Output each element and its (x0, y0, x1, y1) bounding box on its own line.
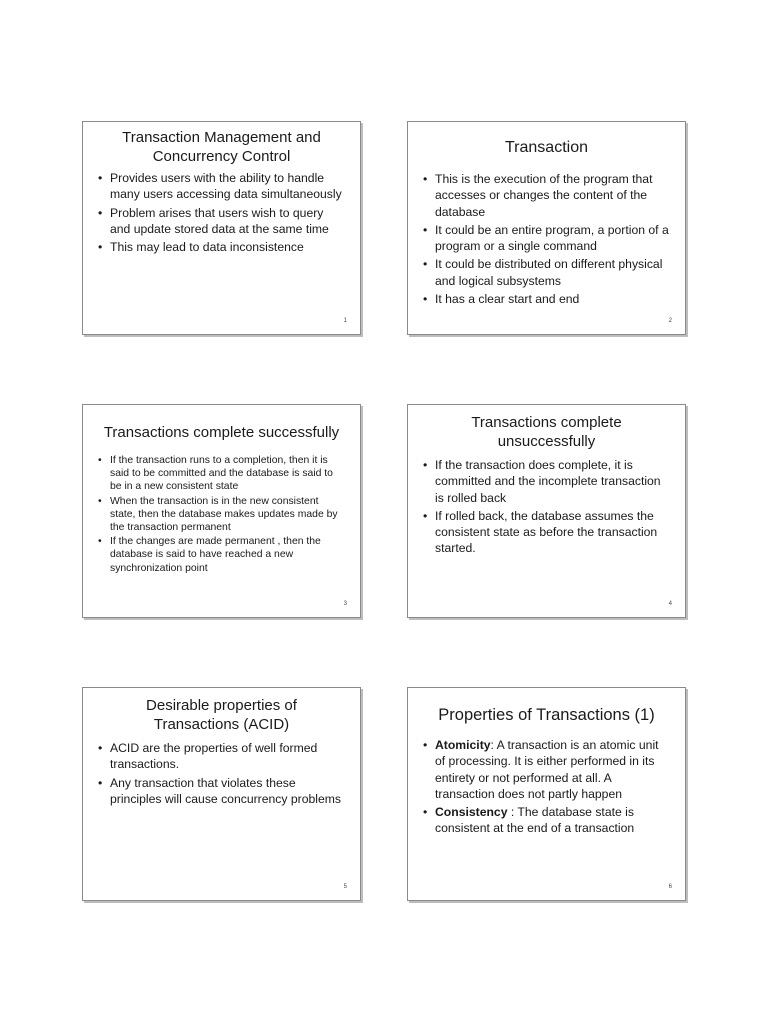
slide-3 (82, 404, 361, 618)
slide-number: 1 (343, 318, 347, 324)
slide-1 (82, 121, 361, 335)
term-consistency: Consistency (435, 805, 508, 820)
list-item: • This is the execution of the program that accesses or changes the content of the database (423, 171, 669, 220)
slide-title: Transaction (505, 139, 588, 156)
slide-number: 6 (668, 884, 672, 890)
list-item: • If the transaction does complete, it is committed and the incomplete transaction is rolled back (423, 457, 669, 506)
slide-title: Desirable properties of Transactions (ACID) (146, 697, 297, 733)
definition-text: : A transaction is an atomic unit of processing. It is either performed in its entirety or not performed at all. A transaction does not partly happen (435, 738, 659, 801)
slide-title: Properties of Transactions (1) (438, 706, 655, 724)
list-item: • It could be an entire program, a portion of a program or a single command (423, 222, 669, 255)
list-item: • It could be distributed on different physical and logical subsystems (423, 256, 669, 289)
slide-6 (407, 687, 686, 901)
list-item: • If rolled back, the database assumes the consistent state as before the transaction started. (423, 508, 669, 557)
slide-number: 5 (343, 884, 347, 890)
list-item: • If the changes are made permanent , then the database is said to have reached a new synchronization point (98, 535, 344, 575)
slide-number: 2 (668, 318, 672, 324)
slide-title: Transaction Management and Concurrency Control (122, 129, 321, 165)
list-item: • Provides users with the ability to handle many users accessing data simultaneously (98, 170, 344, 203)
term-atomicity: Atomicity (435, 738, 491, 752)
list-item: • When the transaction is in the new consistent state, then the database makes updates made by the transaction permanent (98, 495, 344, 535)
list-item (423, 737, 669, 802)
list-item: • If the transaction runs to a completion, then it is said to be committed and the database is said to be in a new consistent state (98, 454, 344, 494)
list-item: • It has a clear start and end (423, 291, 669, 307)
slide-title: Transactions complete successfully (103, 424, 340, 441)
list-item (423, 804, 669, 837)
list-item: • This may lead to data inconsistence (98, 239, 344, 255)
bullet-list (98, 740, 344, 807)
definition-text: : The database state is consistent at the end of a transaction (435, 805, 635, 836)
list-item: • ACID are the properties of well formed transactions. (98, 740, 344, 773)
bullet-list (423, 737, 669, 837)
bullet-list (98, 454, 344, 575)
bullet-list (98, 170, 344, 255)
slide-title: Transactions complete unsuccessfully (471, 414, 622, 450)
list-item: • Any transaction that violates these principles will cause concurrency problems (98, 775, 344, 808)
list-item: • Problem arises that users wish to query and update stored data at the same time (98, 205, 344, 238)
slide-4 (407, 404, 686, 618)
slide-number: 4 (668, 601, 672, 607)
bullet-list (423, 457, 669, 557)
slide-2 (407, 121, 686, 335)
bullet-list (423, 171, 669, 307)
slide-5 (82, 687, 361, 901)
slide-number: 3 (343, 601, 347, 607)
